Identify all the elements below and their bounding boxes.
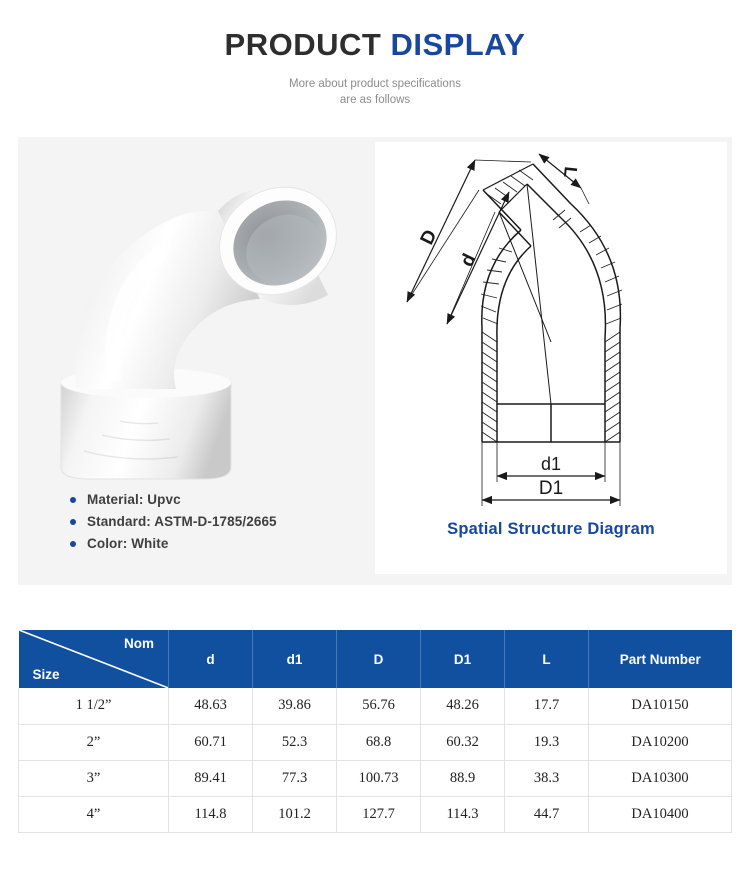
structure-diagram-pane <box>375 142 727 574</box>
table-row <box>19 796 732 832</box>
spec-item-color <box>70 536 370 551</box>
dimension-D <box>407 160 531 302</box>
cell-D: 68.8 <box>337 724 421 760</box>
cell-L: 19.3 <box>505 724 589 760</box>
table-header-size: Size <box>32 667 60 682</box>
cell-D: 127.7 <box>337 796 421 832</box>
spec-item-standard <box>70 514 370 529</box>
cell-size: 3” <box>19 760 169 796</box>
page-title <box>0 26 750 65</box>
table-header-corner <box>19 630 169 688</box>
cell-D1: 48.26 <box>421 688 505 724</box>
table-header-d1: d1 <box>253 630 337 688</box>
cell-size: 2” <box>19 724 169 760</box>
table-row <box>19 760 732 796</box>
dimension-label-D: D <box>416 226 442 249</box>
table-header-D1: D1 <box>421 630 505 688</box>
showcase-band <box>18 137 732 585</box>
table-header-part-number: Part Number <box>589 630 732 688</box>
dimension-label-L: L <box>559 165 581 179</box>
bullet-dot-icon <box>70 541 76 547</box>
product-spec-list <box>70 492 370 558</box>
cell-part-number: DA10400 <box>589 796 732 832</box>
product-photo-pane <box>18 137 375 585</box>
cell-D1: 60.32 <box>421 724 505 760</box>
cell-D1: 88.9 <box>421 760 505 796</box>
cell-L: 17.7 <box>505 688 589 724</box>
cell-L: 44.7 <box>505 796 589 832</box>
spatial-structure-drawing <box>375 142 727 522</box>
cell-d: 114.8 <box>169 796 253 832</box>
cell-part-number: DA10200 <box>589 724 732 760</box>
cell-d1: 52.3 <box>253 724 337 760</box>
table-header-row <box>19 630 732 688</box>
table-header-nom: Nom <box>124 636 154 651</box>
cell-D1: 114.3 <box>421 796 505 832</box>
bullet-dot-icon <box>70 519 76 525</box>
dimension-D1 <box>482 442 620 506</box>
upvc-elbow-illustration <box>28 145 368 485</box>
cell-D: 100.73 <box>337 760 421 796</box>
page-title-primary: PRODUCT <box>224 27 382 62</box>
cell-d1: 39.86 <box>253 688 337 724</box>
dimension-d1 <box>497 442 605 482</box>
page-subtitle-line-2: are as follows <box>339 94 411 107</box>
page-title-accent: DISPLAY <box>390 27 526 62</box>
cell-size: 4” <box>19 796 169 832</box>
spec-item-standard-label: Standard: ASTM-D-1785/2665 <box>87 514 277 529</box>
cell-size: 1 1/2” <box>19 688 169 724</box>
table-header-D: D <box>337 630 421 688</box>
bullet-dot-icon <box>70 497 76 503</box>
cell-part-number: DA10150 <box>589 688 732 724</box>
table-body <box>19 688 732 832</box>
cell-d1: 77.3 <box>253 760 337 796</box>
spec-item-color-label: Color: White <box>87 536 169 551</box>
page-header <box>0 0 750 109</box>
table-row <box>19 724 732 760</box>
product-photo <box>28 145 368 485</box>
page-subtitle <box>0 76 750 109</box>
spec-item-material-label: Material: Upvc <box>87 492 181 507</box>
table-header <box>19 630 732 688</box>
spec-item-material <box>70 492 370 507</box>
page-subtitle-line-1: More about product specifications <box>289 77 461 90</box>
cell-d1: 101.2 <box>253 796 337 832</box>
cell-d: 48.63 <box>169 688 253 724</box>
cell-part-number: DA10300 <box>589 760 732 796</box>
diagram-caption: Spatial Structure Diagram <box>447 520 655 538</box>
dimension-label-D1: D1 <box>538 478 564 499</box>
cell-D: 56.76 <box>337 688 421 724</box>
cell-d: 89.41 <box>169 760 253 796</box>
table-row <box>19 688 732 724</box>
dimension-label-d1: d1 <box>540 454 562 474</box>
dimension-label-d: d <box>456 250 481 271</box>
cell-L: 38.3 <box>505 760 589 796</box>
specification-table <box>18 630 732 833</box>
table-header-L: L <box>505 630 589 688</box>
table-header-d: d <box>169 630 253 688</box>
cell-d: 60.71 <box>169 724 253 760</box>
